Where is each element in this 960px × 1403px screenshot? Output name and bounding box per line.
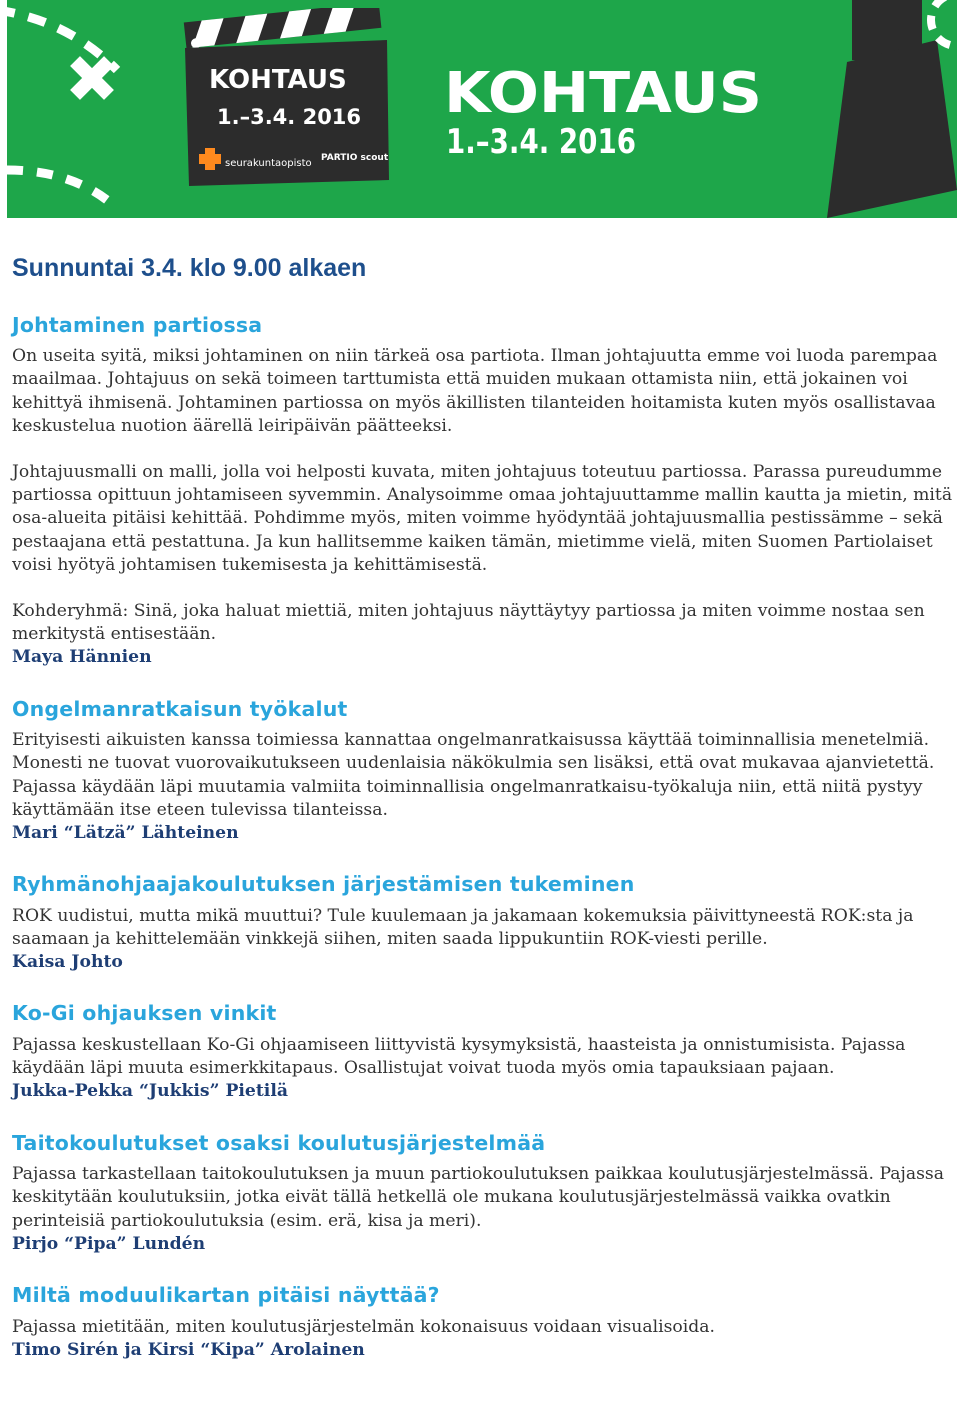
workshop-description: Pajassa mietitään, miten koulutusjärjestelmän kokonaisuus voidaan visualisoida. (12, 1316, 715, 1337)
workshop-title: Miltä moduulikartan pitäisi näyttää? (12, 1282, 440, 1307)
workshop-kogi (12, 1001, 957, 1103)
workshop-author: Maya Hännien (12, 647, 152, 668)
workshop-description: Pajassa tarkastellaan taitokoulutuksen ja muun partiokoulutuksen paikkaa koulutusjärjestelmässä. Pajassa keskitytään koulutuksiin, jotka eivät tällä hetkellä ole mukana koulutusjärjestelmässä vaikka ovatkin perinteisiä partiokoulutuksia (esim. erä, kisa ja meri). (12, 1164, 944, 1231)
workshop-target-group: Kohderyhmä: Sinä, joka haluat miettiä, miten johtajuus näyttäytyy partiossa ja miten voimme nostaa sen merkitystä entisestään. (12, 600, 925, 645)
headline-brand-text: KOHTAUS (444, 61, 762, 126)
stage-lamp-icon (807, 0, 957, 218)
clapperboard-logo (175, 8, 395, 186)
workshop-description: Erityisesti aikuisten kanssa toimiessa kannattaa ongelmanratkaisussa käyttää toiminnallisia menetelmiä. Monesti ne tuovat vuorovaikutukseen uudenlaisia näkökulmia sen lisäksi, että ovat mukavaa ajanvietettä. Pajassa käydään läpi muutamia valmiita toiminnallisia ongelmanratkaisu-työkaluja niin, että niitä pystyy käyttämään itse eteen tulevissa tilanteissa. (12, 730, 935, 820)
workshop-author: Mari “Lätzä” Lähteinen (12, 822, 239, 843)
workshop-title: Taitokoulutukset osaksi koulutusjärjestelmää (12, 1130, 546, 1155)
decorative-shapes-icon (7, 0, 187, 218)
workshop-title: Ko-Gi ohjauksen vinkit (12, 1001, 277, 1026)
clapper-brand-text: KOHTAUS (209, 65, 347, 95)
workshop-johtaminen (12, 313, 957, 670)
workshop-title: Ryhmänohjaajakoulutuksen järjestämisen tukeminen (12, 872, 635, 897)
workshop-author: Pirjo “Pipa” Lundén (12, 1233, 206, 1254)
sponsor-seurakuntaopisto: seurakuntaopisto (225, 158, 312, 169)
workshop-description: Pajassa keskustellaan Ko-Gi ohjaamiseen liittyvistä kysymyksistä, haasteista ja onnistumisista. Pajassa käydään läpi muuta esimerkkitapaus. Osallistujat voivat tuoda myös omia tapauksiaan pajaan. (12, 1034, 906, 1079)
banner-headline (444, 60, 774, 160)
event-banner (7, 0, 957, 218)
workshop-moduulikartta (12, 1283, 957, 1362)
workshop-ryhmanohjaaja (12, 872, 957, 974)
workshop-title: Ongelmanratkaisun työkalut (12, 696, 348, 721)
workshop-taitokoulutukset (12, 1131, 957, 1256)
day-title: Sunnuntai 3.4. klo 9.00 alkaen (12, 254, 367, 282)
workshop-description: On useita syitä, miksi johtaminen on niin tärkeä osa partiota. Ilman johtajuutta emme voi luoda parempaa maailmaa. Johtajuus on sekä toimeen tarttumista että muiden mukaan ottamista niin, että jokainen voi kehittyä ihmisenä. Johtaminen partiossa on myös äkillisten tilanteiden hoitamista kuten myös osallistavaa keskustelua nuotion äärellä leiripäivän päätteeksi. (12, 346, 938, 436)
workshop-description: Johtajuusmalli on malli, jolla voi helposti kuvata, miten johtajuus toteutuu partiossa. Parassa pureudumme partiossa opittuun johtamiseen syvemmin. Analysoimme omaa johtajuuttamme mallin kautta ja mietin, mitä osa-alueita pitäisi kehittää. Pohdimme myös, miten voimme hyödyntää johtajuusmallia pestissämme – sekä pestaajana että pestattuna. Ja kun hallitsemme kaiken tämän, mietimme vielä, miten Suomen Partiolaiset voisi hyötyä johtamisen tukemisesta ja kehittämisestä. (12, 461, 953, 575)
workshop-author: Jukka-Pekka “Jukkis” Pietilä (12, 1081, 288, 1102)
workshop-description: ROK uudistui, mutta mikä muuttui? Tule kuulemaan ja jakamaan kokemuksia päivittyneestä ROK:sta ja saamaan ja kehittelemään vinkkejä siihen, miten saada lippukuntiin ROK-viesti perille. (12, 905, 914, 949)
workshop-author: Kaisa Johto (12, 952, 123, 973)
sponsor-partio-scout: PARTIO scout (321, 153, 389, 163)
clapper-dates-text: 1.–3.4. 2016 (217, 105, 362, 129)
workshop-title: Johtaminen partiossa (12, 312, 263, 337)
headline-dates-text: 1.–3.4. 2016 (446, 122, 636, 160)
workshop-author: Timo Sirén ja Kirsi “Kipa” Arolainen (12, 1339, 365, 1360)
program-content (12, 252, 957, 1389)
workshop-ongelmanratkaisu (12, 697, 957, 846)
